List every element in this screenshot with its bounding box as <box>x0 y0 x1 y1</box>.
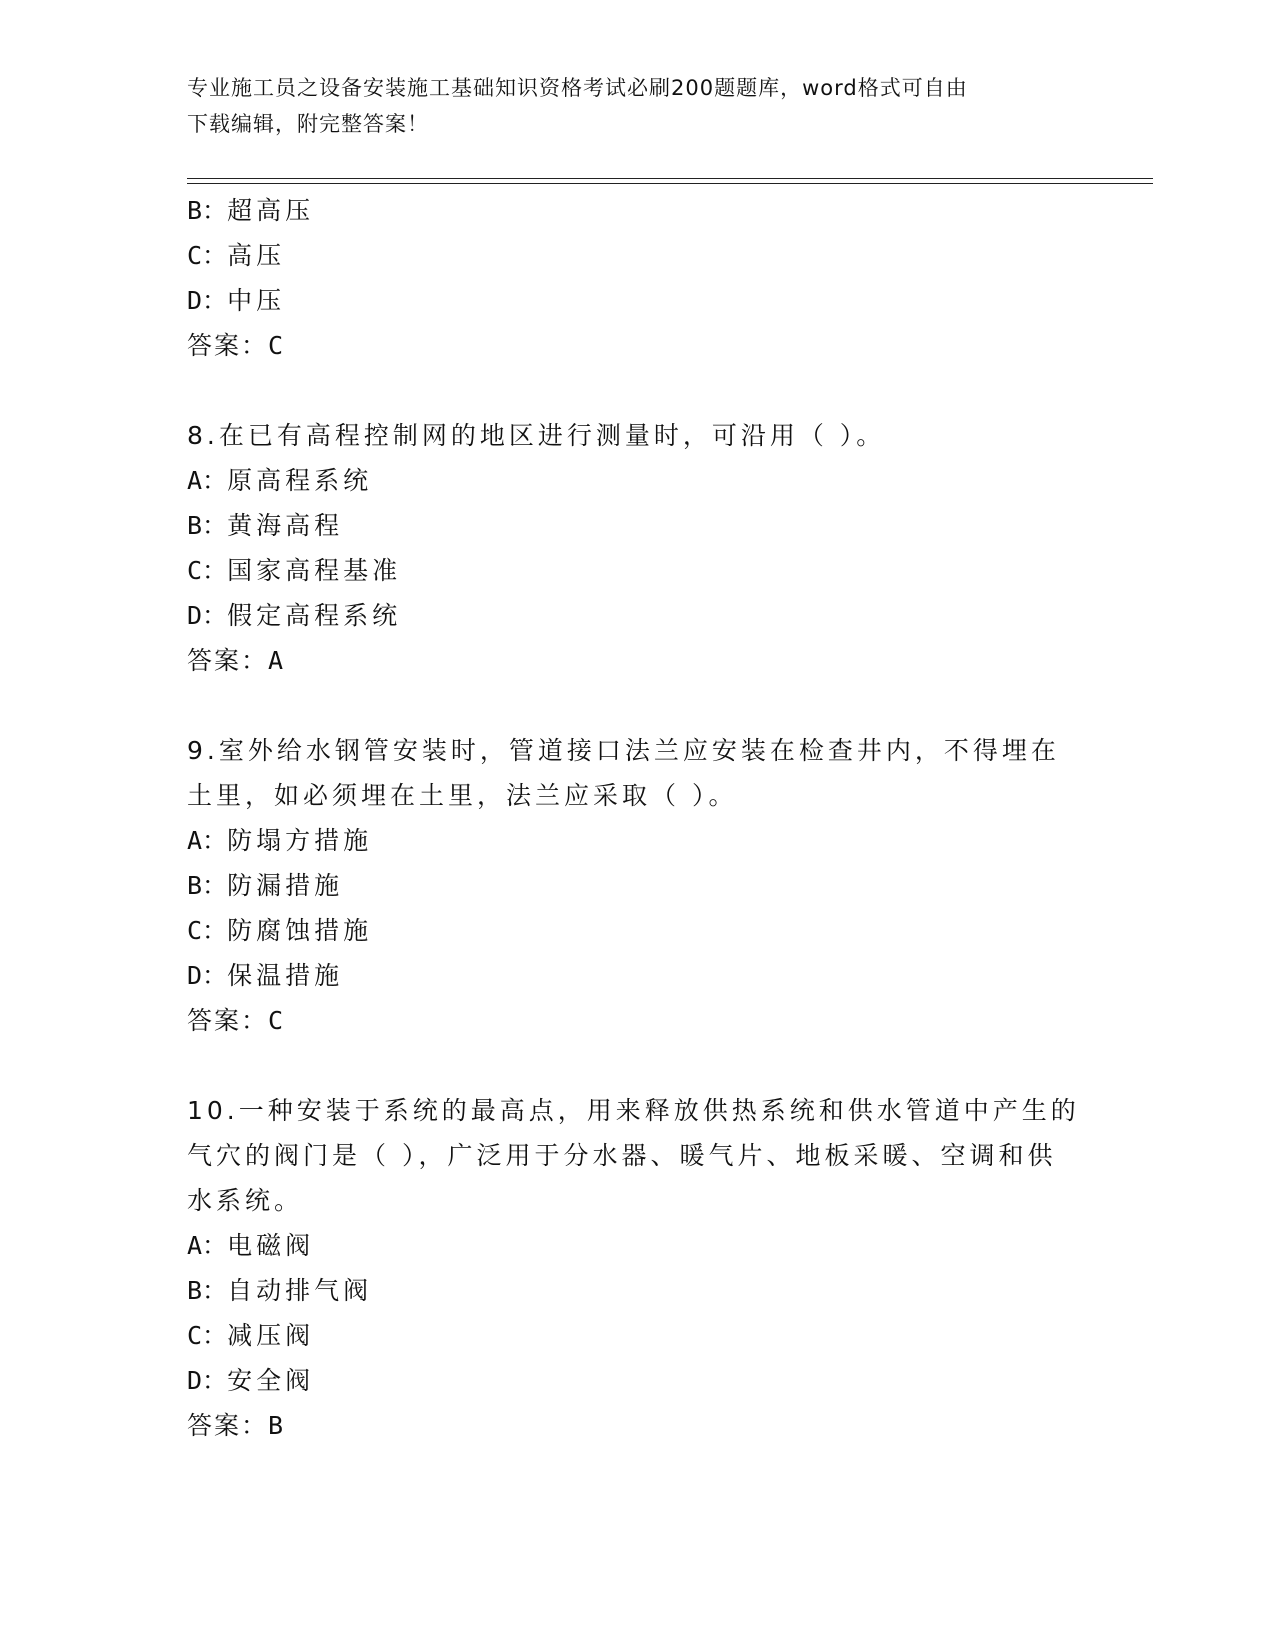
option-c: C：国家高程基准 <box>187 556 402 585</box>
option-d: D：保温措施 <box>187 961 344 990</box>
header-divider-bottom <box>187 183 1153 184</box>
answer-line: 答案：C <box>187 1006 284 1035</box>
option-b: B：防漏措施 <box>187 871 344 900</box>
option-b: B：超高压 <box>187 196 315 225</box>
question-stem: 8.在已有高程控制网的地区进行测量时，可沿用（ ）。 <box>187 421 886 450</box>
answer-line: 答案：A <box>187 646 284 675</box>
question-stem-line-2: 气穴的阀门是（ ），广泛用于分水器、暖气片、地板采暖、空调和供 <box>187 1141 1057 1170</box>
question-stem-line-1: 9.室外给水钢管安装时，管道接口法兰应安装在检查井内，不得埋在 <box>187 736 1060 765</box>
option-a: A：电磁阀 <box>187 1231 315 1260</box>
answer-line: 答案：C <box>187 331 284 360</box>
option-d: D：假定高程系统 <box>187 601 402 630</box>
option-c: C：减压阀 <box>187 1321 315 1350</box>
option-c: C：高压 <box>187 241 286 270</box>
option-b: B：自动排气阀 <box>187 1276 373 1305</box>
document-title: 专业施工员之设备安装施工基础知识资格考试必刷200题题库，word格式可自由 下载编辑，附完整答案！ <box>187 76 968 136</box>
question-stem-line-3: 水系统。 <box>187 1186 304 1215</box>
option-d: D：中压 <box>187 286 286 315</box>
option-c: C：防腐蚀措施 <box>187 916 373 945</box>
option-a: A：防塌方措施 <box>187 826 373 855</box>
option-d: D：安全阀 <box>187 1366 315 1395</box>
option-b: B：黄海高程 <box>187 511 344 540</box>
question-stem-line-1: 10.一种安装于系统的最高点，用来释放供热系统和供水管道中产生的 <box>187 1096 1080 1125</box>
answer-line: 答案：B <box>187 1411 284 1440</box>
header-divider-top <box>187 178 1153 179</box>
option-a: A：原高程系统 <box>187 466 373 495</box>
question-stem-line-2: 土里，如必须埋在土里，法兰应采取（ ）。 <box>187 781 738 810</box>
